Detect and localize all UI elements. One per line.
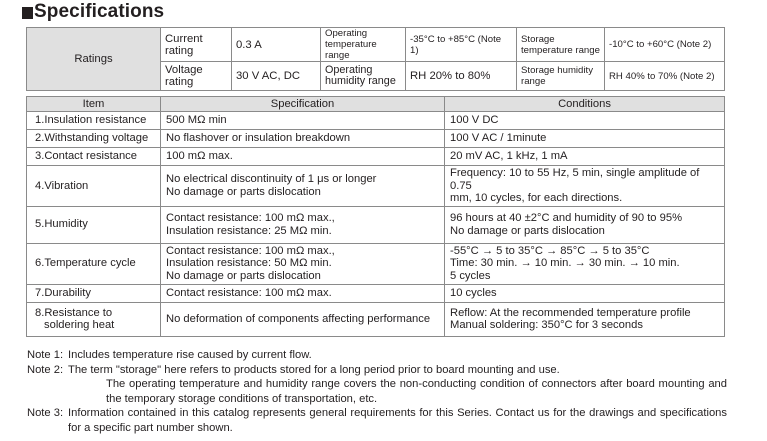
header-item: Item [27,97,161,112]
storage-temperature-value: -10°C to +60°C (Note 2) [605,28,725,62]
table-row [27,112,725,130]
cond-line: 5 cycles [450,270,491,283]
cond-line: mm, 10 cycles, for each directions. [450,192,623,205]
cond-line: No damage or parts dislocation [450,224,605,237]
item-cell [27,302,161,336]
note-2 [27,363,727,378]
table-row [27,206,725,243]
operating-temperature-value: -35°C to +85°C (Note 1) [406,28,517,62]
spec-line: 500 MΩ min [166,114,227,127]
operating-humidity-label: Operating humidity range [321,62,406,91]
voltage-rating-label: Voltage rating [161,62,232,91]
table-header-row [27,97,725,112]
ratings-header: Ratings [27,28,161,91]
spec-line: No electrical discontinuity of 1 μs or longer [166,173,377,186]
item-cell [27,112,161,130]
note-label [27,377,68,406]
specification-cell [161,284,445,302]
heading-square-icon [22,7,33,19]
specification-cell [161,112,445,130]
conditions-cell [445,130,725,148]
current-rating-value: 0.3 A [232,28,321,62]
spec-line: Contact resistance: 100 mΩ max., [166,244,335,257]
specification-cell [161,206,445,243]
cond-line: Reflow: At the recommended temperature profile [450,306,691,319]
cond-line: 100 V DC [450,114,499,127]
specification-cell [161,130,445,148]
storage-temperature-label: Storage temperature range [517,28,605,62]
operating-temperature-label: Operating temperature range [321,28,406,62]
cond-line: Time: 30 min. → 10 min. → 30 min. → 10 min. [450,257,680,270]
spec-line: Contact resistance: 100 mΩ max. [166,286,332,299]
item-line: 3.Contact resistance [35,150,137,163]
cond-line: Frequency: 10 to 55 Hz, 5 min, single amplitude of 0.75 [450,167,700,192]
table-row [27,243,725,284]
specification-cell [161,302,445,336]
item-line: 8.Resistance to [35,306,113,319]
conditions-cell [445,206,725,243]
spec-line: No deformation of components affecting performance [166,312,431,325]
note-label: Note 1: [27,349,64,361]
current-rating-label: Current rating [161,28,232,62]
item-cell [27,130,161,148]
cond-line: 96 hours at 40 ±2°C and humidity of 90 to 95% [450,212,683,225]
operating-humidity-value: RH 20% to 80% [406,62,517,91]
cond-line: 20 mV AC, 1 kHz, 1 mA [450,150,568,163]
conditions-cell [445,166,725,207]
spec-line: No damage or parts dislocation [166,185,321,198]
conditions-cell [445,302,725,336]
storage-humidity-value: RH 40% to 70% (Note 2) [605,62,725,91]
item-line: 4.Vibration [35,179,89,192]
spec-line: Insulation resistance: 50 MΩ min. [166,257,332,270]
ratings-table [26,27,725,91]
table-row [27,148,725,166]
specification-cell [161,166,445,207]
item-line: 7.Durability [35,286,91,299]
cond-line: 10 cycles [450,286,497,299]
spec-line: Insulation resistance: 25 MΩ min. [166,224,332,237]
spec-line: Contact resistance: 100 mΩ max., [166,212,335,225]
note-text: The term "storage" here refers to products stored for a long period prior to board mounting and use. [68,363,560,376]
note-label: Note 2: [27,363,64,376]
conditions-cell [445,112,725,130]
page-title [22,1,164,23]
notes [27,348,727,436]
item-line: 1.Insulation resistance [35,114,147,127]
spec-line: No damage or parts dislocation [166,270,321,283]
note-label: Note 3: [27,407,64,420]
voltage-rating-value: 30 V AC, DC [232,62,321,91]
storage-humidity-label: Storage humidity range [517,62,605,91]
note-2-continued [27,377,727,406]
header-specification: Specification [161,97,445,112]
item-cell [27,166,161,207]
table-row [27,130,725,148]
specification-cell [161,148,445,166]
header-conditions: Conditions [445,97,725,112]
cond-line: -55°C → 5 to 35°C → 85°C → 5 to 35°C [450,244,650,257]
spec-line: No flashover or insulation breakdown [166,132,351,145]
spec-line: 100 mΩ max. [166,150,233,163]
specification-cell [161,243,445,284]
item-cell [27,284,161,302]
note-1 [27,348,727,363]
note-text: Information contained in this catalog represents general requirements for this Series. Contact us for the drawings and specifications for a specific part number shown. [68,407,727,434]
conditions-cell [445,284,725,302]
item-line: soldering heat [44,319,115,332]
item-line: 6.Temperature cycle [35,257,136,270]
cond-line: Manual soldering: 350°C for 3 seconds [450,319,643,332]
item-cell [27,148,161,166]
conditions-cell [445,148,725,166]
conditions-cell [445,243,725,284]
note-3 [27,406,727,435]
item-line: 2.Withstanding voltage [35,132,149,145]
table-row [27,166,725,207]
specification-table [26,96,725,337]
item-cell [27,206,161,243]
cond-line: 100 V AC / 1minute [450,132,547,145]
page-title-text: Specifications [34,1,165,22]
table-row [27,302,725,336]
table-row [27,284,725,302]
note-text: Includes temperature rise caused by current flow. [68,349,312,361]
item-line: 5.Humidity [35,218,88,231]
note-text: The operating temperature and humidity range covers the non-conducting condition of connectors after board mounting and the temporary storage conditions of transportation, etc. [106,378,727,405]
item-cell [27,243,161,284]
